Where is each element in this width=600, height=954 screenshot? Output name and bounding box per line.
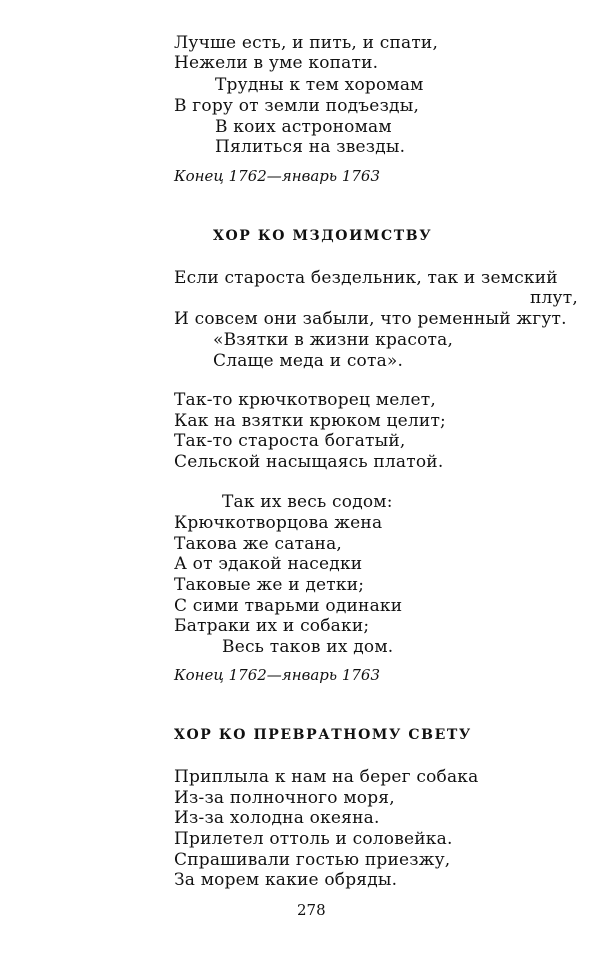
poem-line: Как на взятки крюком целит;: [174, 411, 446, 431]
poem-line: «Взятки в жизни красота,: [213, 330, 454, 350]
poem-line: Лучше есть, и пить, и спати,: [174, 33, 439, 53]
poem-line: Нежели в уме копати.: [174, 53, 379, 73]
poem-line: Батраки их и собаки;: [174, 616, 370, 636]
poem-line: Из-за полночного моря,: [174, 788, 395, 808]
poem-line: Крючкотворцова жена: [174, 513, 383, 533]
poem-line: Если староста бездельник, так и земский: [174, 268, 558, 288]
poem-line: Так их весь содом:: [222, 492, 393, 512]
poem-date: Конец 1762—январь 1763: [174, 666, 381, 684]
poem-line: И совсем они забыли, что ременный жгут.: [174, 309, 567, 329]
poem-line: Сельской насыщаясь платой.: [174, 452, 444, 472]
poem-line: Из-за холодна океяна.: [174, 808, 380, 828]
poem-line: В коих астрономам: [215, 117, 392, 137]
poem-title: ХОР КО ПРЕВРАТНОМУ СВЕТУ: [174, 727, 472, 743]
poem-line: Прилетел оттоль и соловейка.: [174, 829, 453, 849]
page-number: 278: [297, 901, 326, 919]
poem-line: Так-то староста богатый,: [174, 431, 406, 451]
poem-title: ХОР КО МЗДОИМСТВУ: [213, 228, 433, 244]
poem-line: В гору от земли подъезды,: [174, 96, 420, 116]
poem-line: Пялиться на звезды.: [215, 137, 406, 157]
poem-line: А от эдакой наседки: [174, 554, 363, 574]
poem-line: плут,: [530, 288, 578, 308]
poem-line: Спрашивали гостью приезжу,: [174, 850, 451, 870]
poem-line: Так-то крючкотворец мелет,: [174, 390, 436, 410]
poem-line: Слаще меда и сота».: [213, 351, 404, 371]
poem-line: Трудны к тем хоромам: [215, 75, 424, 95]
poem-line: Весь таков их дом.: [222, 637, 394, 657]
poem-line: За морем какие обряды.: [174, 870, 398, 890]
poem-line: Такова же сатана,: [174, 534, 343, 554]
poem-line: Таковые же и детки;: [174, 575, 365, 595]
poem-line: Приплыла к нам на берег собака: [174, 767, 479, 787]
poem-date: Конец 1762—январь 1763: [174, 167, 381, 185]
poem-line: С сими тварьми одинаки: [174, 596, 403, 616]
